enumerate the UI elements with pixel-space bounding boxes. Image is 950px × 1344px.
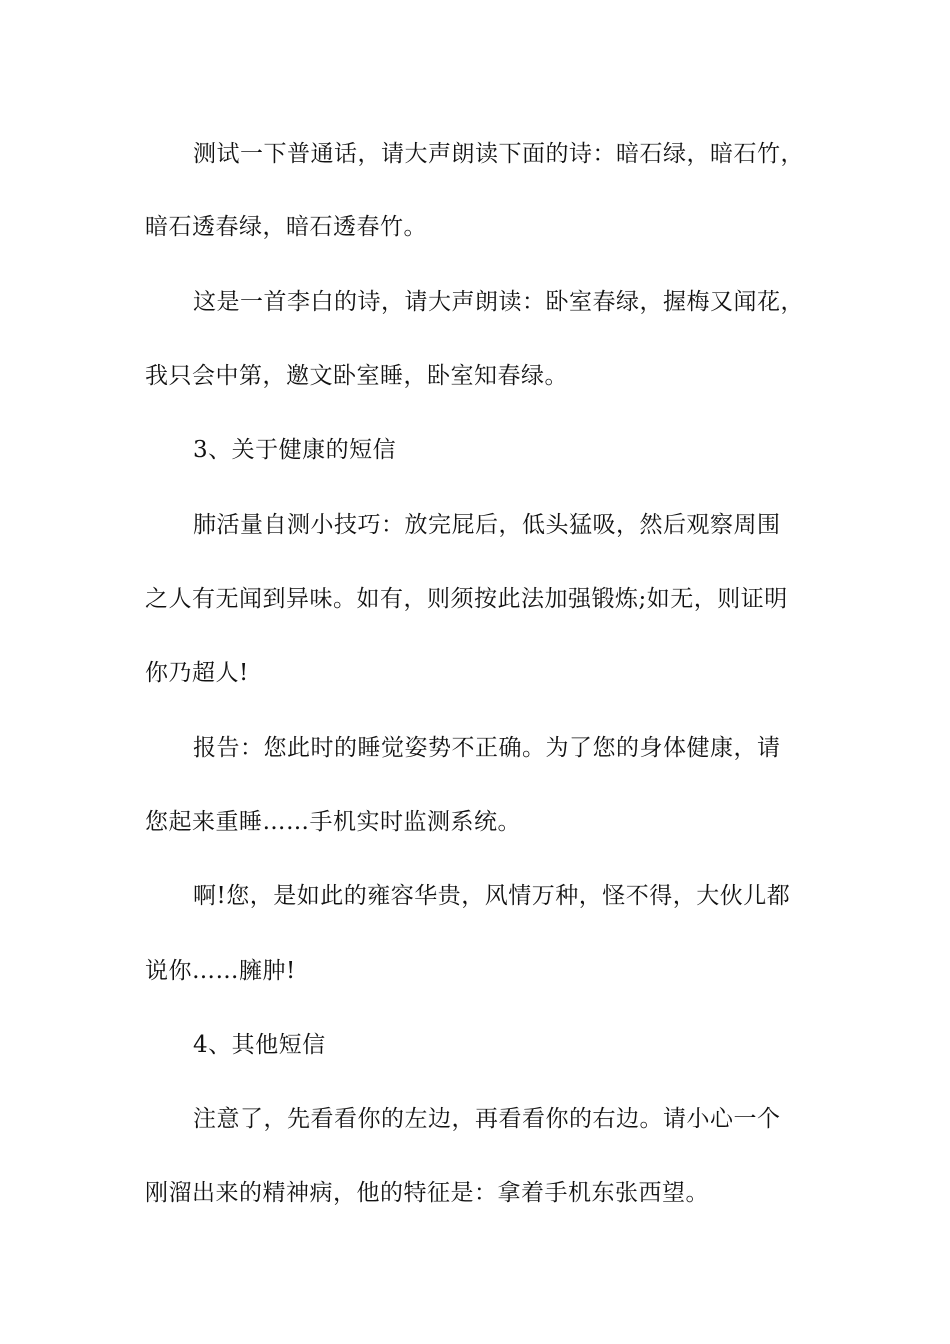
paragraph-line: 之人有无闻到异味。如有，则须按此法加强锻炼;如无，则证明 <box>145 586 788 612</box>
paragraph-line: 暗石透春绿，暗石透春竹。 <box>145 214 427 240</box>
paragraph-line: 肺活量自测小技巧：放完屁后，低头猛吸，然后观察周围 <box>193 512 781 538</box>
paragraph-line: 你乃超人! <box>145 660 249 686</box>
paragraph-line: 这是一首李白的诗，请大声朗读：卧室春绿，握梅又闻花， <box>193 289 804 315</box>
paragraph-line: 测试一下普通话，请大声朗读下面的诗：暗石绿，暗石竹， <box>193 141 804 167</box>
section-heading: 4、其他短信 <box>193 1032 326 1058</box>
paragraph-line: 啊!您，是如此的雍容华贵，风情万种，怪不得，大伙儿都 <box>193 883 791 909</box>
paragraph-line: 您起来重睡……手机实时监测系统。 <box>145 809 521 835</box>
paragraph-line: 我只会中第，邀文卧室睡，卧室知春绿。 <box>145 363 568 389</box>
paragraph-line: 说你……臃肿! <box>145 958 296 984</box>
section-heading: 3、关于健康的短信 <box>193 437 397 463</box>
paragraph-line: 注意了，先看看你的左边，再看看你的右边。请小心一个 <box>193 1106 781 1132</box>
paragraph-line: 报告：您此时的睡觉姿势不正确。为了您的身体健康，请 <box>193 735 781 761</box>
paragraph-line: 刚溜出来的精神病，他的特征是：拿着手机东张西望。 <box>145 1180 709 1206</box>
